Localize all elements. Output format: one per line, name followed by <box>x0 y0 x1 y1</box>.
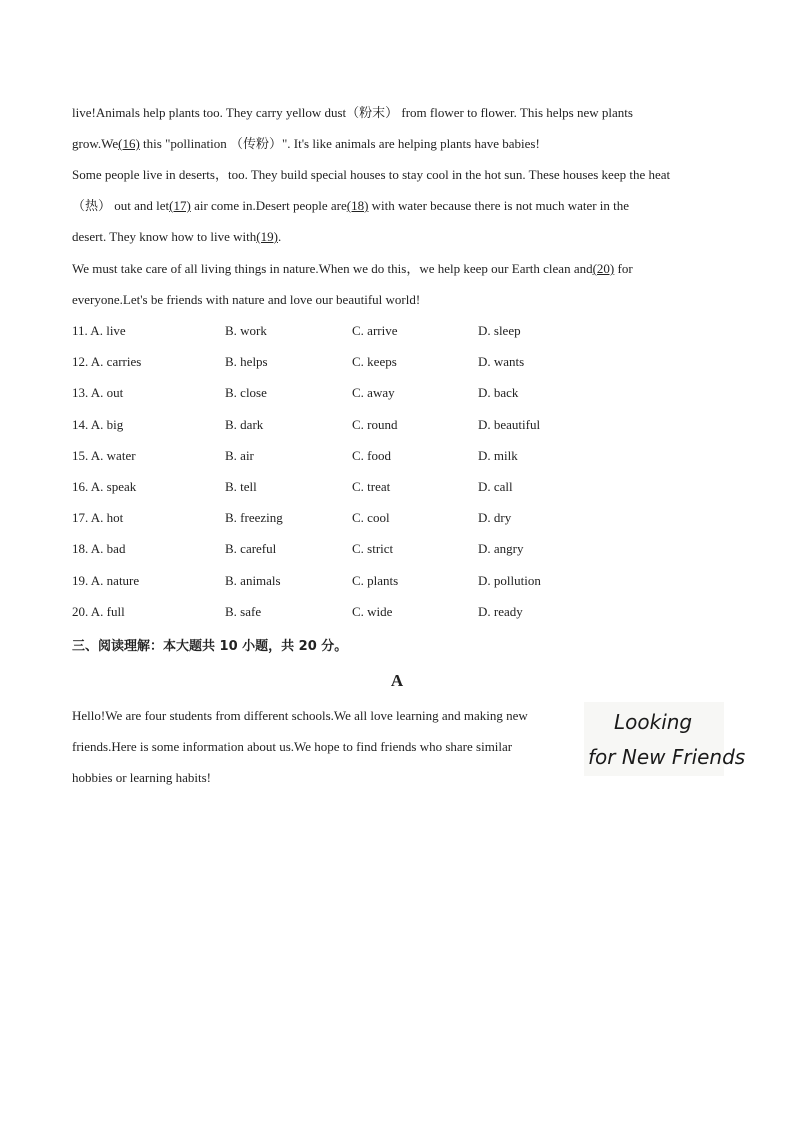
passage-line <box>72 167 670 183</box>
passage-text: this "pollination （传粉）". It's like animals are helping plants have babies! <box>139 136 540 151</box>
passage-text: live!Animals help plants too. They carry yellow dust（粉末） from flower to flower. This helps new plants <box>72 105 633 120</box>
intro-line: hobbies or learning habits! <box>72 770 211 785</box>
passage-text: grow.We <box>72 136 119 151</box>
option-b: B. dark <box>225 417 264 432</box>
option-d: D. dry <box>478 510 512 525</box>
option-b: B. animals <box>225 573 281 588</box>
blank-17: (17) <box>169 198 191 213</box>
option-c: C. treat <box>352 479 391 494</box>
option-a-text: big <box>106 417 124 432</box>
option-a <box>72 604 125 620</box>
question-number: 13. A. <box>72 385 104 400</box>
passage-text: . <box>277 229 282 244</box>
option-a <box>72 354 141 370</box>
option-a-text: live <box>106 323 126 338</box>
passage-text: with water because there is not much water in the <box>368 198 630 213</box>
option-c: C. food <box>352 448 391 463</box>
option-a <box>72 385 123 401</box>
option-b: B. helps <box>225 354 268 369</box>
passage-text: We must take care of all living things in nature.When we do this，we help keep our Earth clean and <box>72 261 593 276</box>
blank-18: (18) <box>346 198 369 213</box>
option-a-text: water <box>106 448 136 463</box>
question-number: 18. A. <box>72 541 104 556</box>
passage-text: desert. They know how to live with <box>72 229 257 244</box>
option-b: B. freezing <box>225 510 283 525</box>
passage-text: for <box>614 261 633 276</box>
question-number: 19. A. <box>72 573 104 588</box>
option-a-text: speak <box>106 479 137 494</box>
option-d: D. call <box>478 479 513 494</box>
blank-19: (19) <box>256 229 278 244</box>
question-number: 15. A. <box>72 448 104 463</box>
option-c: C. round <box>352 417 398 432</box>
option-a <box>72 479 136 495</box>
option-a <box>72 541 125 557</box>
passage-text: Some people live in deserts，too. They build special houses to stay cool in the hot sun. These houses keep the heat <box>72 167 671 182</box>
option-d: D. pollution <box>478 573 541 588</box>
passage-text: （热） out and let <box>72 198 170 213</box>
option-c: C. cool <box>352 510 390 525</box>
passage-line <box>72 105 633 121</box>
question-number: 14. A. <box>72 417 104 432</box>
option-c: C. keeps <box>352 354 397 369</box>
passage-line <box>72 292 420 308</box>
option-a <box>72 573 139 589</box>
passage-line <box>72 198 629 214</box>
option-c: C. away <box>352 385 395 400</box>
option-a-text: bad <box>106 541 126 556</box>
option-d: D. ready <box>478 604 523 619</box>
blank-16: (16) <box>118 136 140 151</box>
option-a-text: hot <box>106 510 124 525</box>
passage-line <box>72 229 281 245</box>
section-heading: 三、阅读理解：本大题共 10 小题，共 20 分。 <box>72 639 348 654</box>
section-label: A <box>390 671 404 690</box>
question-number: 12. A. <box>72 354 104 369</box>
option-d: D. angry <box>478 541 524 556</box>
option-a-text: full <box>106 604 125 619</box>
option-d: D. back <box>478 385 519 400</box>
option-a-text: carries <box>106 354 142 369</box>
option-a <box>72 510 123 526</box>
passage-line <box>72 261 633 277</box>
option-a <box>72 448 136 464</box>
option-c: C. wide <box>352 604 393 619</box>
looking-for-friends-image <box>584 702 746 776</box>
option-b: B. close <box>225 385 267 400</box>
option-d: D. beautiful <box>478 417 541 432</box>
option-c: C. plants <box>352 573 399 588</box>
option-c: C. arrive <box>352 323 398 338</box>
option-d: D. sleep <box>478 323 521 338</box>
intro-line: Hello!We are four students from different schools.We all love learning and making new <box>72 708 528 723</box>
option-b: B. careful <box>225 541 277 556</box>
option-c: C. strict <box>352 541 394 556</box>
option-a <box>72 417 123 433</box>
image-caption-line1: Looking <box>614 710 693 734</box>
image-caption-line2: for New Friends <box>588 745 746 769</box>
passage-line <box>72 136 540 152</box>
option-b: B. tell <box>225 479 257 494</box>
intro-line: friends.Here is some information about us.We hope to find friends who share similar <box>72 739 513 754</box>
option-a <box>72 323 126 339</box>
option-d: D. wants <box>478 354 525 369</box>
option-d: D. milk <box>478 448 518 463</box>
passage-text: everyone.Let's be friends with nature and love our beautiful world! <box>72 292 421 307</box>
question-number: 16. A. <box>72 479 104 494</box>
question-number: 20. A. <box>72 604 104 619</box>
option-a-text: nature <box>106 573 140 588</box>
question-number: 17. A. <box>72 510 104 525</box>
option-b: B. air <box>225 448 254 463</box>
option-a-text: out <box>106 385 124 400</box>
question-number: 11. A. <box>72 323 103 338</box>
passage-text: air come in.Desert people are <box>190 198 347 213</box>
option-b: B. work <box>225 323 267 338</box>
option-b: B. safe <box>225 604 262 619</box>
blank-20: (20) <box>592 261 615 276</box>
